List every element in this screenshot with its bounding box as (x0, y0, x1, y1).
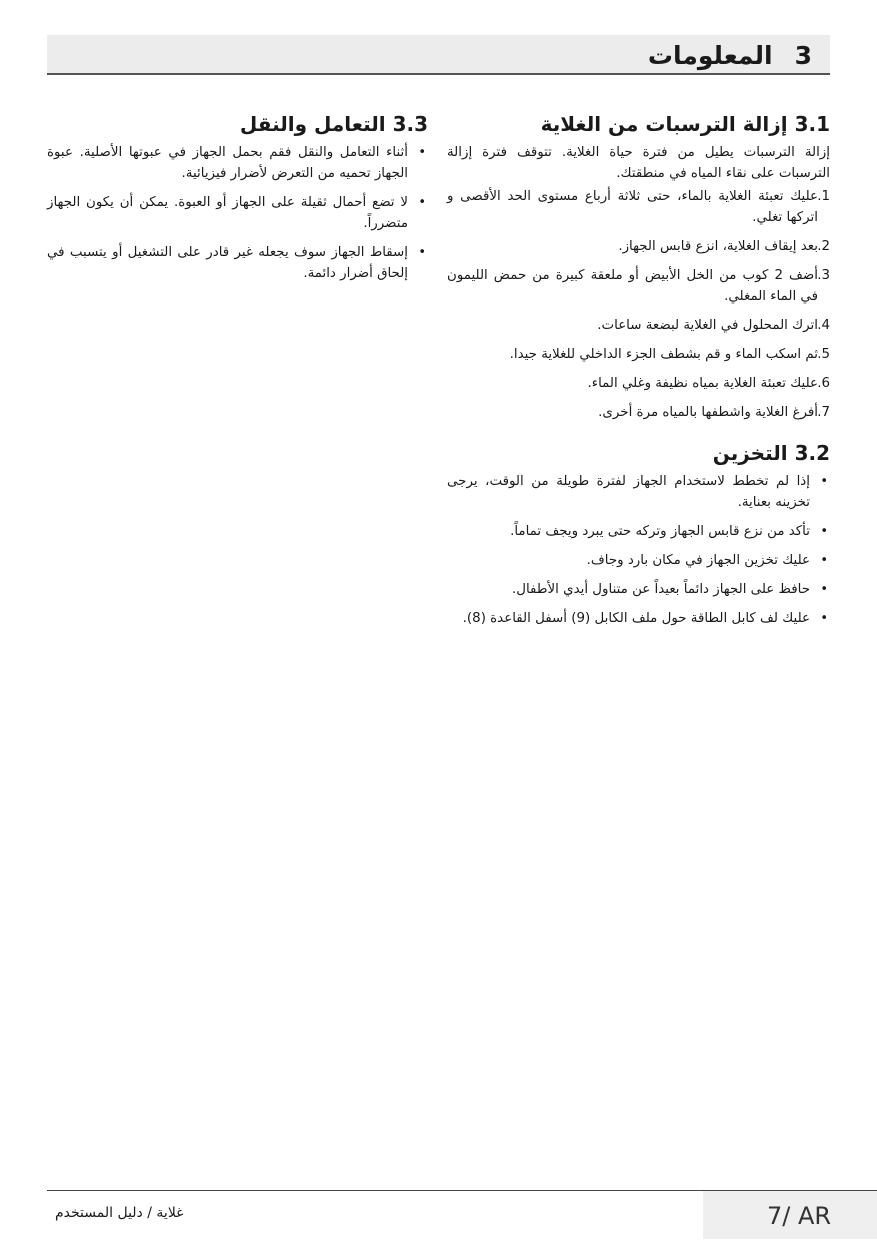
list-item: • عليك تخزين الجهاز في مكان بارد وجاف. (447, 550, 830, 571)
chapter-number: 3 (794, 41, 812, 70)
section-3-3-title: 3.3 التعامل والنقل (239, 112, 428, 136)
list-item (447, 373, 830, 394)
storage-list (447, 471, 830, 629)
chapter-header (47, 35, 830, 75)
list-item (447, 344, 830, 365)
step-number: 1. (817, 189, 830, 204)
step-text: اترك المحلول في الغلاية لبضعة ساعات. (597, 318, 818, 333)
step-number: 2. (817, 239, 830, 254)
list-item: • تأكد من نزع قابس الجهاز وتركه حتى يبرد ويجف تماماً. (447, 521, 830, 542)
page-number: 7/ AR (767, 1202, 832, 1230)
list-item: • لا تضع أحمال ثقيلة على الجهاز أو العبوة. يمكن أن يكون الجهاز متضرراً. (47, 192, 428, 234)
list-item: • أثناء التعامل والنقل فقم بحمل الجهاز في عبوتها الأصلية. عبوة الجهاز تحميه من التعرض لأضرار فيزيائية. (47, 142, 428, 184)
step-text: عليك تعبئة الغلاية بمياه نظيفة وغلي الماء. (587, 376, 818, 391)
list-item (447, 265, 830, 307)
list-item: • عليك لف كابل الطاقة حول ملف الكابل (9) أسفل القاعدة (8). (447, 608, 830, 629)
chapter-title: المعلومات (647, 41, 773, 70)
list-item (447, 315, 830, 336)
list-item: • إسقاط الجهاز سوف يجعله غير قادر على التشغيل أو يتسبب في إلحاق أضرار دائمة. (47, 242, 428, 284)
chapter-heading (648, 41, 812, 70)
section-3-1-intro: إزالة الترسبات يطيل من فترة حياة الغلاية. تتوقف فترة إزالة الترسبات على نقاء المياه في منطقتك. (447, 145, 830, 181)
step-number: 5. (817, 347, 830, 362)
step-text: ثم اسكب الماء و قم بشطف الجزء الداخلي للغلاية جيدا. (509, 347, 818, 362)
list-item: • حافظ على الجهاز دائماً بعيداً عن متناول أيدي الأطفال. (447, 579, 830, 600)
step-text: أفرغ الغلاية واشطفها بالمياه مرة أخرى. (598, 405, 818, 420)
step-text: بعد إيقاف الغلاية، انزع قابس الجهاز. (618, 239, 818, 254)
left-column (47, 110, 428, 292)
list-item (447, 236, 830, 257)
step-text: عليك تعبئة الغلاية بالماء، حتى ثلاثة أرباع مستوى الحد الأقصى و اتركها تغلي. (447, 189, 818, 225)
step-number: 3. (817, 268, 830, 283)
descaling-steps (447, 186, 830, 423)
section-3-2-title: 3.2 التخزين (712, 441, 830, 465)
footer-document-title: غلاية / دليل المستخدم (55, 1205, 184, 1221)
list-item (447, 402, 830, 423)
footer-page-box (703, 1191, 877, 1239)
step-number: 7. (817, 405, 830, 420)
step-number: 6. (817, 376, 830, 391)
section-3-1-title: 3.1 إزالة الترسبات من الغلاية (540, 112, 830, 136)
list-item: • إذا لم تخطط لاستخدام الجهاز لفترة طويلة من الوقت، يرجى تخزينه بعناية. (447, 471, 830, 513)
right-column (447, 110, 830, 637)
step-text: أضف 2 كوب من الخل الأبيض أو ملعقة كبيرة من حمض الليمون في الماء المغلي. (447, 268, 818, 304)
handling-list (47, 142, 428, 284)
list-item (447, 186, 830, 228)
step-number: 4. (817, 318, 830, 333)
